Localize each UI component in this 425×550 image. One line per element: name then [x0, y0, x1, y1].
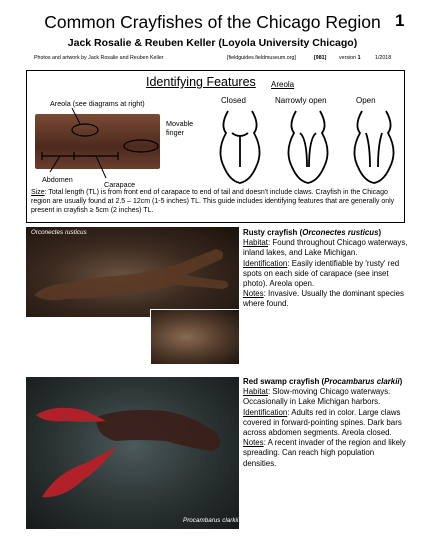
size-text: : Total length (TL) is from front end of carapace to end of tail and doesn't include claws. Crayfish in the Chicago region are usually found at 2.5 – 12cm (1-5 inches) TL. This guide includes identifying features that are generally only present in crayfish ≥ 5cm (2 inches) TL. [31, 189, 395, 214]
rusty-inset-photo [150, 309, 240, 365]
identifying-features-heading: Identifying Features [146, 75, 256, 89]
areola-diagrams [210, 105, 400, 187]
red-swamp-identification-label: Identification [243, 407, 288, 417]
red-swamp-notes [243, 438, 408, 469]
page-number: 1 [395, 11, 405, 30]
size-label: Size [31, 189, 45, 196]
red-swamp-photo-caption: Procambarus clarkii [183, 517, 239, 524]
carapace-label: Carapace [104, 180, 136, 189]
rusty-name [243, 228, 408, 238]
carapace-open-diagram [354, 111, 393, 183]
rusty-name-close: ) [378, 228, 382, 237]
rusty-scientific-name: Orconectes rusticus [302, 228, 379, 237]
rusty-notes [243, 289, 408, 309]
page-title: Common Crayfishes of the Chicago Region [44, 12, 381, 32]
movable-finger-label: Movable finger [166, 119, 194, 137]
version-label: version [339, 55, 357, 61]
version-line [339, 55, 361, 61]
rusty-habitat-text: : Found throughout Chicago waterways, inland lakes, and Lake Michigan. [243, 238, 408, 258]
rusty-common-name: Rusty crayfish ( [243, 228, 303, 237]
size-caption [31, 189, 401, 216]
credits-line: Photos and artwork by Jack Rosalie and Reuben Keller [34, 55, 164, 61]
rusty-habitat [243, 238, 408, 258]
areola-type-open: Open [356, 96, 376, 105]
red-swamp-scientific-name: Procambarus clarkii [324, 377, 400, 386]
rusty-photo-caption: Orconectes rusticus [31, 229, 87, 236]
red-swamp-identification-text: : Adults red in color. Large claws covered in forward-pointing spines. Dark bars across abdomen segments. Areola closed. [243, 407, 402, 438]
areola-label: Areola (see diagrams at right) [50, 99, 145, 108]
rusty-notes-label: Notes [243, 289, 264, 299]
red-swamp-identification [243, 408, 408, 439]
areola-heading: Areola [271, 80, 295, 89]
abdomen-label: Abdomen [42, 175, 73, 184]
carapace-closed-diagram [220, 111, 259, 183]
carapace-narrowly-open-diagram [288, 111, 327, 183]
red-swamp-habitat-label: Habitat [243, 387, 269, 397]
rusty-identification [243, 259, 408, 290]
areola-type-closed: Closed [221, 96, 246, 105]
red-swamp-habitat [243, 387, 408, 407]
authors-line: Jack Rosalie & Reuben Keller (Loyola University Chicago) [67, 37, 358, 49]
red-swamp-name [243, 377, 408, 387]
date-label: 1/2018 [375, 55, 392, 61]
rusty-crayfish-silhouette [26, 227, 239, 317]
guide-number: [981] [314, 55, 327, 61]
rusty-identification-label: Identification [243, 258, 288, 268]
version-number: 1 [357, 55, 361, 61]
red-swamp-crayfish-description [243, 377, 408, 469]
diagram-annotation-lines [30, 108, 160, 186]
red-swamp-notes-text: : A recent invader of the region and likely spreading. Can reach high population densities. [243, 438, 406, 468]
rusty-crayfish-description [243, 228, 408, 310]
red-swamp-notes-label: Notes [243, 438, 264, 448]
source-url: [fieldguides.fieldmuseum.org] [227, 55, 296, 61]
rusty-habitat-label: Habitat [243, 238, 269, 248]
red-swamp-habitat-text: : Slow-moving Chicago waterways. Occasionally in Lake Michigan harbors. [243, 387, 391, 407]
red-swamp-common-name: Red swamp crayfish ( [243, 377, 325, 386]
rusty-identification-text: : Easily identifiable by 'rusty' red spots on each side of carapace (see inset photo). Areola open. [243, 258, 400, 289]
red-swamp-name-close: ) [399, 377, 403, 386]
red-swamp-crayfish-silhouette [26, 377, 239, 529]
areola-type-narrowly-open: Narrowly open [275, 96, 327, 105]
rusty-notes-text: : Invasive. Usually the dominant species where found. [243, 289, 404, 309]
